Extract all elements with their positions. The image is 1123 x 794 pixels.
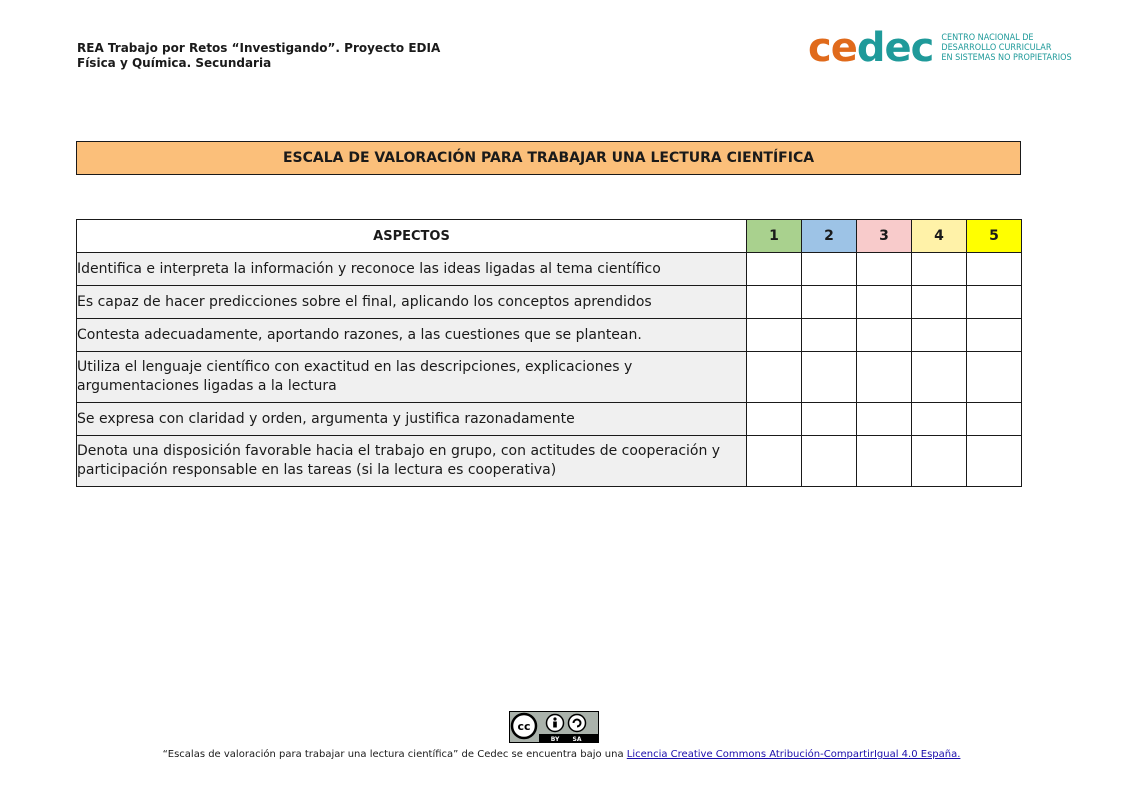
rating-cell[interactable] — [802, 286, 857, 319]
table-row — [77, 319, 1022, 352]
aspect-label: Es capaz de hacer predicciones sobre el final, aplicando los conceptos aprendidos — [77, 286, 747, 319]
rating-cell[interactable] — [747, 352, 802, 403]
rating-cell[interactable] — [967, 352, 1022, 403]
level-4-header: 4 — [912, 220, 967, 253]
aspect-label: Se expresa con claridad y orden, argumenta y justifica razonadamente — [77, 403, 747, 436]
rating-cell[interactable] — [912, 352, 967, 403]
cedec-logo — [808, 25, 1072, 71]
rating-cell[interactable] — [912, 436, 967, 487]
by-icon-body — [553, 722, 557, 728]
table-row — [77, 403, 1022, 436]
rating-cell[interactable] — [802, 253, 857, 286]
aspect-label: Contesta adecuadamente, aportando razones, a las cuestiones que se plantean. — [77, 319, 747, 352]
sa-icon — [569, 715, 586, 732]
document-header — [77, 41, 440, 71]
logo-subtitle-line1: CENTRO NACIONAL DE — [941, 33, 1034, 43]
cc-icon-text: cc — [517, 720, 531, 733]
logo-subtitle — [941, 33, 1071, 63]
rating-cell[interactable] — [857, 253, 912, 286]
aspect-label: Denota una disposición favorable hacia el trabajo en grupo, con actitudes de cooperación y participación responsable en las tareas (si la lectura es cooperativa) — [77, 436, 747, 487]
rating-cell[interactable] — [967, 436, 1022, 487]
by-icon-head — [553, 717, 556, 720]
logo-wordmark-ce: ce — [808, 25, 857, 71]
rating-cell[interactable] — [967, 319, 1022, 352]
logo-subtitle-line3: EN SISTEMAS NO PROPIETARIOS — [941, 53, 1072, 63]
rating-cell[interactable] — [747, 403, 802, 436]
cc-by-sa-badge[interactable] — [509, 711, 599, 743]
level-5-header: 5 — [967, 220, 1022, 253]
table-row — [77, 286, 1022, 319]
rating-cell[interactable] — [912, 286, 967, 319]
rating-cell[interactable] — [967, 403, 1022, 436]
table-row — [77, 436, 1022, 487]
aspectos-header: ASPECTOS — [77, 220, 747, 253]
license-text: “Escalas de valoración para trabajar una lectura científica” de Cedec se encuentra bajo una — [162, 749, 627, 760]
rating-cell[interactable] — [747, 253, 802, 286]
rating-cell[interactable] — [747, 436, 802, 487]
rating-cell[interactable] — [802, 352, 857, 403]
rating-cell[interactable] — [857, 286, 912, 319]
level-3-header: 3 — [857, 220, 912, 253]
rating-cell[interactable] — [747, 319, 802, 352]
logo-wordmark — [808, 25, 934, 71]
rating-cell[interactable] — [802, 436, 857, 487]
header-project-line: REA Trabajo por Retos “Investigando”. Proyecto EDIA — [77, 41, 441, 55]
logo-subtitle-line2: DESARROLLO CURRICULAR — [941, 43, 1052, 53]
rating-cell[interactable] — [912, 253, 967, 286]
rating-cell[interactable] — [967, 253, 1022, 286]
rating-cell[interactable] — [802, 403, 857, 436]
license-statement — [0, 749, 1123, 760]
rating-scale-table — [76, 219, 1022, 487]
badge-label-bar — [539, 734, 598, 742]
page-title: ESCALA DE VALORACIÓN PARA TRABAJAR UNA LECTURA CIENTÍFICA — [76, 141, 1021, 175]
rating-cell[interactable] — [747, 286, 802, 319]
header-subject-line: Física y Química. Secundaria — [77, 56, 272, 70]
level-1-header: 1 — [747, 220, 802, 253]
logo-wordmark-dec: dec — [856, 25, 934, 71]
rating-cell[interactable] — [857, 352, 912, 403]
rating-cell[interactable] — [802, 319, 857, 352]
aspect-label: Identifica e interpreta la información y reconoce las ideas ligadas al tema científico — [77, 253, 747, 286]
level-2-header: 2 — [802, 220, 857, 253]
rating-cell[interactable] — [912, 403, 967, 436]
by-label: BY — [550, 736, 560, 743]
rating-cell[interactable] — [857, 403, 912, 436]
rating-cell[interactable] — [967, 286, 1022, 319]
license-link[interactable]: Licencia Creative Commons Atribución-CompartirIgual 4.0 España. — [626, 749, 961, 760]
table-row — [77, 352, 1022, 403]
rating-cell[interactable] — [857, 436, 912, 487]
table-row — [77, 253, 1022, 286]
table-header-row — [77, 220, 1022, 253]
aspect-label: Utiliza el lenguaje científico con exactitud en las descripciones, explicaciones y argumentaciones ligadas a la lectura — [77, 352, 747, 403]
rating-cell[interactable] — [912, 319, 967, 352]
sa-label: SA — [572, 736, 582, 743]
rating-cell[interactable] — [857, 319, 912, 352]
